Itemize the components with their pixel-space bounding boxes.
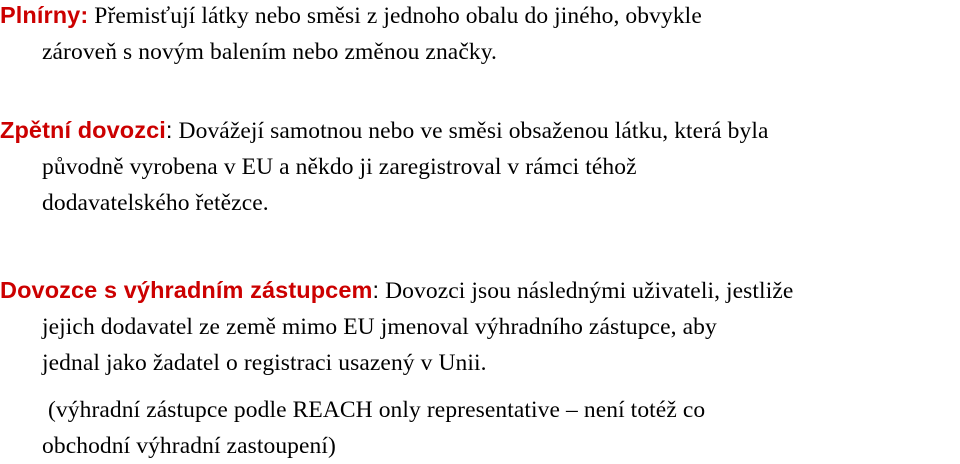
definition-line xyxy=(0,112,960,149)
definition-line xyxy=(0,272,960,309)
note-only-representative xyxy=(0,392,960,464)
definition-importers-with-representative xyxy=(0,272,960,381)
definition-line: jejich dodavatel ze země mimo EU jmenoval výhradního zástupce, aby xyxy=(42,314,717,340)
definition-line: dodavatelského řetězce. xyxy=(42,190,269,216)
term-importer-with-representative: Dovozce s výhradním zástupcem xyxy=(0,277,373,303)
term-separator: : xyxy=(165,117,173,143)
definition-text: Dovážejí samotnou nebo ve směsi obsaženou látku, která byla xyxy=(172,118,769,144)
note-line: (výhradní zástupce podle REACH only representative – není totéž co xyxy=(48,397,706,423)
definition-line xyxy=(0,0,960,34)
term-re-importers: Zpětní dovozci xyxy=(0,117,166,143)
definition-re-importers xyxy=(0,112,960,221)
definition-line: jednal jako žadatel o registraci usazený v Unii. xyxy=(42,350,487,376)
note-line: obchodní výhradní zastoupení) xyxy=(42,433,336,459)
definition-line: zároveň s novým balením nebo změnou značky. xyxy=(42,39,497,65)
definition-text: Dovozci jsou následnými uživateli, jestliže xyxy=(379,278,794,304)
term-separator: : xyxy=(372,277,380,303)
definition-fillers xyxy=(0,0,960,70)
definition-text: Přemisťují látky nebo směsi z jednoho obalu do jiného, obvykle xyxy=(88,3,702,29)
definition-line: původně vyrobena v EU a někdo ji zaregistroval v rámci téhož xyxy=(42,154,637,180)
term-fillers: Plnírny: xyxy=(0,2,89,28)
